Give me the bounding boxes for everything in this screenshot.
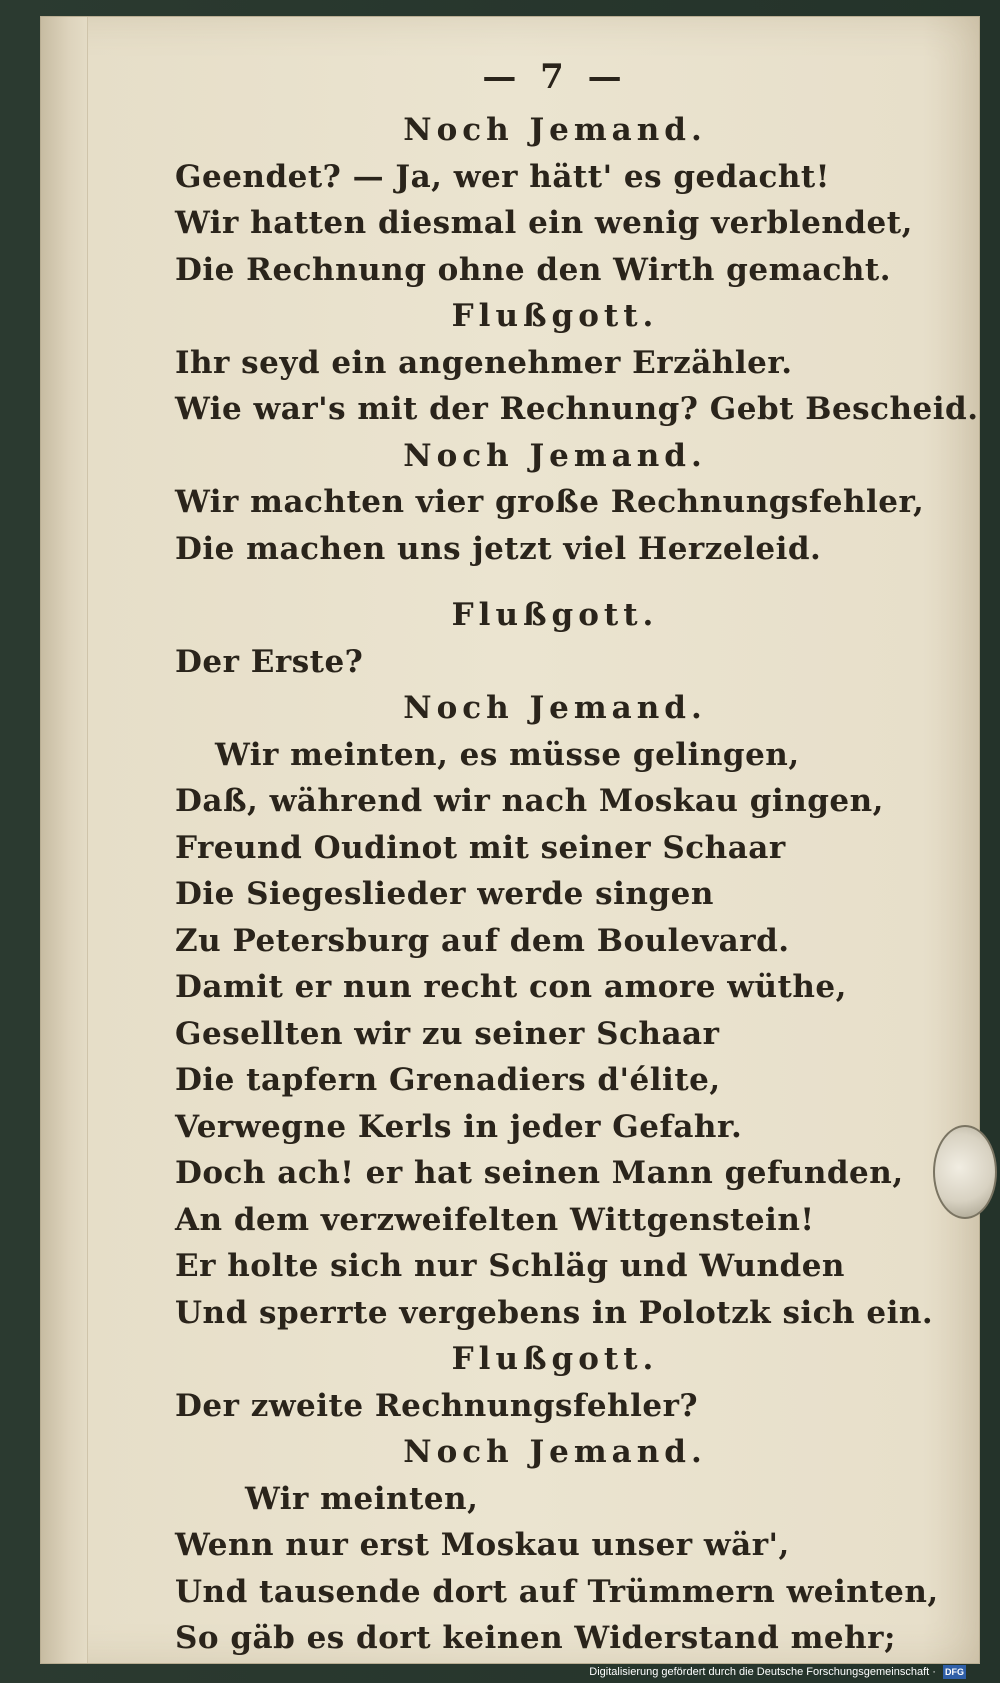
book-page	[40, 16, 980, 1664]
page-number: — 7 —	[482, 57, 628, 97]
verse-line: Wir hatten diesmal ein wenig verblendet,	[175, 205, 913, 241]
verse-line: Daß, während wir nach Moskau gingen,	[175, 783, 884, 819]
verse-line: Die Siegeslieder werde singen	[175, 876, 714, 912]
speaker-name: Flußgott.	[451, 1341, 659, 1377]
verse-line: Doch ach! er hat seinen Mann gefunden,	[175, 1155, 904, 1191]
page-text	[175, 47, 979, 1662]
footer-text: Digitalisierung gefördert durch die Deutsche Forschungsgemeinschaft ·	[589, 1666, 936, 1678]
verse-line: Und sperrte vergebens in Polotzk sich ein.	[175, 1294, 934, 1331]
speaker-name: Flußgott.	[451, 298, 659, 334]
verse-line: Und tausende dort auf Trümmern weinten,	[175, 1573, 939, 1610]
verse-line: Der zweite Rechnungsfehler?	[175, 1387, 699, 1424]
speaker-name: Noch Jemand.	[403, 1434, 707, 1470]
verse-line: Ihr seyd ein angenehmer Erzähler.	[175, 344, 793, 381]
verse-lines	[175, 107, 979, 1662]
thumb-edge	[933, 1125, 997, 1219]
verse-line: Freund Oudinot mit seiner Schaar	[175, 829, 786, 866]
verse-line: Geendet? — Ja, wer hätt' es gedacht!	[175, 158, 830, 195]
verse-line: Die tapfern Grenadiers d'élite,	[175, 1062, 721, 1098]
footer-credit	[589, 1665, 966, 1679]
verse-line: Gesellten wir zu seiner Schaar	[175, 1015, 720, 1052]
speaker-name: Noch Jemand.	[403, 690, 707, 726]
dfg-logo: DFG	[945, 1667, 964, 1677]
verse-line: Verwegne Kerls in jeder Gefahr.	[175, 1108, 743, 1145]
verse-line: Die Rechnung ohne den Wirth gemacht.	[175, 251, 891, 288]
verse-line: An dem verzweifelten Wittgenstein!	[175, 1201, 815, 1238]
speaker-name: Noch Jemand.	[403, 112, 707, 148]
page-spine	[41, 17, 88, 1663]
speaker-name: Noch Jemand.	[403, 437, 707, 474]
verse-line: Wenn nur erst Moskau unser wär',	[175, 1527, 790, 1563]
line-gap	[175, 572, 935, 592]
verse-line: Zu Petersburg auf dem Boulevard.	[175, 922, 790, 959]
verse-line: Wir meinten, es müsse gelingen,	[215, 736, 800, 773]
verse-line: Wie war's mit der Rechnung? Gebt Bescheid.	[175, 391, 979, 427]
verse-line: Wir machten vier große Rechnungsfehler,	[175, 484, 925, 520]
verse-line: Der Erste?	[175, 643, 364, 680]
verse-line: Wir meinten,	[245, 1480, 479, 1517]
verse-line: So gäb es dort keinen Widerstand mehr;	[175, 1620, 896, 1656]
verse-line: Die machen uns jetzt viel Herzeleid.	[175, 530, 822, 567]
verse-line: Damit er nun recht con amore wüthe,	[175, 969, 847, 1005]
speaker-name: Flußgott.	[451, 597, 659, 633]
verse-line: Er holte sich nur Schläg und Wunden	[175, 1248, 845, 1284]
